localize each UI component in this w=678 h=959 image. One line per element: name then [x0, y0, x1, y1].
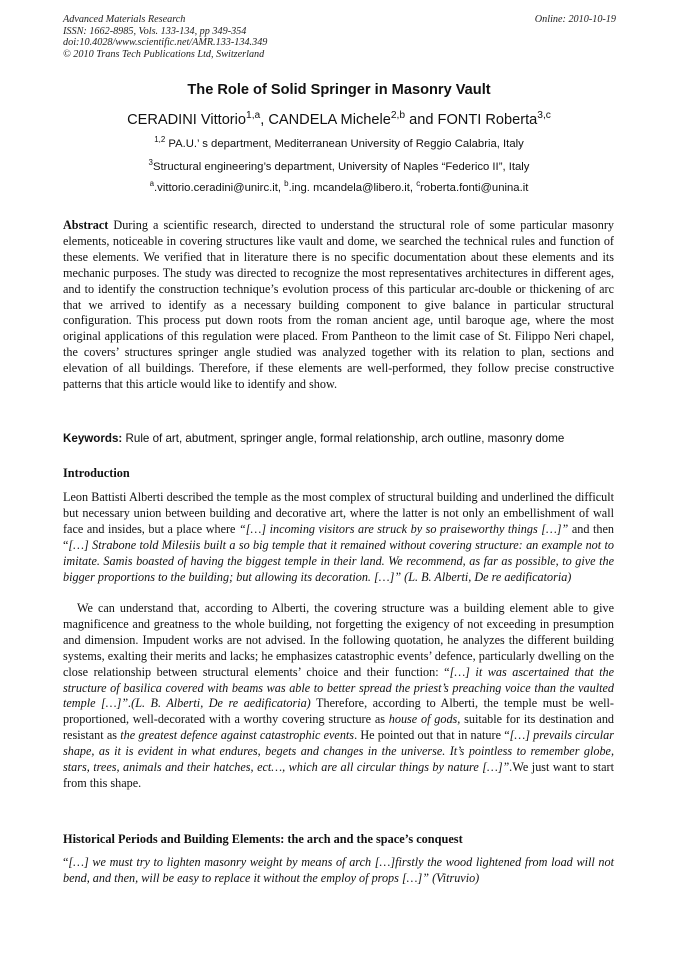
email-link[interactable]: roberta.fonti@unina.it [420, 182, 529, 194]
author-superscript: 2,b [390, 110, 406, 122]
email-link[interactable]: .vittorio.ceradini@unirc.it, [154, 182, 285, 194]
keywords-label: Keywords: [63, 432, 123, 445]
abstract-paragraph: Abstract During a scientific research, directed to understand the structural role of some particular masonry elements, noticeable in covering structures like vault and dome, we searched the technical rules and function of these elements. We verified that in literature there is no specific documentation about these elements and its mechanic purposes. The study was directed to recognize the most representatives architectures in different ages, and to identify the construction technique’s evolution process of this particular arc-double or thickening of arc that we arrived to identify as a necessary building component to give balance in particular structural configuration. This process put down roots from the roman ancient age, until baroque age, where the most original applications of this regulation were placed. From Pantheon to the limit case of St. Filippo Neri chapel, the covers’ structures springer angle studied was analyzed together with its relation to plan, sections and elevation of all buildings. Therefore, if these elements are well-performed, they follow precise constructive patterns that this article would like to identify and show. [63, 218, 614, 392]
author-name: FONTI Roberta [437, 112, 538, 128]
section-heading-introduction: Introduction [63, 466, 130, 480]
issn-line: ISSN: 1662-8985, Vols. 133-134, pp 349-354 [63, 25, 247, 37]
abstract-label: Abstract [63, 218, 109, 232]
introduction-paragraph-2: We can understand that, according to Alberti, the covering structure was a building element able to give magnificence and greatness to the whole building, not forgetting the exigency of not exceeding in presumption and dimension. Impudent works are not advised. In the following quotation, he analyzes the different building systems, exalting their merits and lacks; he emphasizes catastrophic events’ defence, particularly dwelling on the close relationship between structural elements’ choice and their function: “[…] it was ascertained that the structure of basilica covered with beams was able to better spread the priest’s preaching voice than the vaulted temple […]”.(L. B. Alberti, De re aedificatoria) Therefore, according to Alberti, the temple must be well-proportioned, well-decorated with a worthy covering structure as house of gods, suitable for its destination and resistant as the greatest defence against catastrophic events. He pointed out that in nature “[…] prevails circular shape, as it is evident in what endures, begets and changes in the universe. It’s pointless to remember globe, stars, trees, animals and their hatches, ect…, which are all circular things by nature […]”.We just want to start from this shape. [63, 601, 615, 790]
author-name: CERADINI Vittorio [127, 112, 247, 128]
paper-title: The Role of Solid Springer in Masonry Vault [187, 82, 491, 98]
introduction-paragraph-1: Leon Battisti Alberti described the temple as the most complex of structural building and underlined the difficult but necessary union between building and decorative art, where the latter is not only an embellishment of wall face and insides, but a place where “[…] incoming visitors are struck by so praiseworthy things […]” and then “[…] Strabone told Milesiis built a so big temple that it remained without covering structure: an example not to imitate. Samis boasted of having the biggest temple in their land. We recommend, as far as possible, to give the bigger proportions to the building; but allowing its decoration. […]” (L. B. Alberti, De re aedificatoria) [63, 490, 614, 584]
doi-line: doi:10.4028/www.scientific.net/AMR.133-134.349 [63, 37, 268, 49]
author-list: CERADINI Vittorio$^{1,a}$, CANDELA Michele$^{2,b}$ and FONTI Roberta$^{3,c}$ [127, 110, 551, 128]
email-line: $^a$.vittorio.ceradini@unirc.it, $^b$.ing. mcandela@libero.it, $^c$roberta.fonti@unina.it [149, 179, 529, 194]
author-superscript: 1,a [246, 110, 261, 122]
affiliation-1: $^{1,2}$ PA.U.’ s department, Mediterranean University of Reggio Calabria, Italy [154, 135, 524, 150]
journal-name: Advanced Materials Research [63, 14, 186, 25]
author-superscript: 3,c [537, 110, 551, 122]
vitruvio-quote: “[…] we must try to lighten masonry weight by means of arch […]firstly the wood lightened from load will not bend, and then, will be easy to replace it without the employ of props […]” (Vitruvio) [63, 855, 614, 885]
affiliation-2: $^3$Structural engineering’s department, University of Naples “Federico II”, Italy [148, 158, 530, 173]
email-link[interactable]: .ing. mcandela@libero.it, [288, 182, 417, 194]
section-heading-historical-periods: Historical Periods and Building Elements: the arch and the space’s conquest [63, 832, 463, 846]
keywords-line: Keywords: Rule of art, abutment, springer angle, formal relationship, arch outline, masonry dome [63, 432, 565, 445]
copyright-line: © 2010 Trans Tech Publications Ltd, Switzerland [63, 48, 265, 60]
online-date: Online: 2010-10-19 [534, 14, 616, 25]
author-name: CANDELA Michele [268, 112, 391, 128]
journal-header [63, 14, 267, 60]
